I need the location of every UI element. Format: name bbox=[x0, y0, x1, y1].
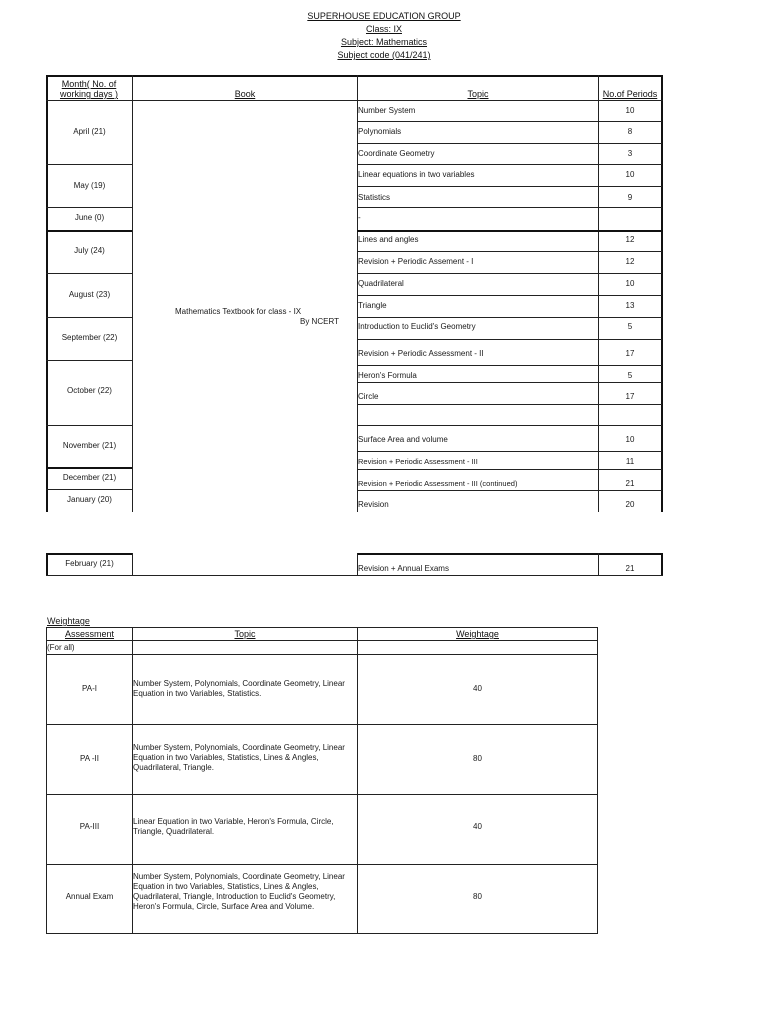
subject-code: Subject code (041/241) bbox=[337, 50, 431, 60]
periods-cell: 12 bbox=[625, 235, 635, 244]
month-cell: November (21) bbox=[62, 441, 117, 450]
month-cell: August (23) bbox=[68, 290, 111, 299]
weightage-value-cell: 40 bbox=[473, 684, 482, 693]
month-row-border bbox=[46, 273, 132, 274]
month-row-border bbox=[46, 489, 132, 490]
month-row-border bbox=[46, 164, 132, 165]
topic-row-border bbox=[357, 230, 662, 232]
topic-row-border bbox=[357, 143, 662, 144]
month-cell: June (0) bbox=[74, 213, 105, 222]
month-row-border bbox=[46, 467, 132, 469]
periods-cell: 5 bbox=[627, 322, 633, 331]
topic-row-border bbox=[357, 164, 662, 165]
topic-cell: Circle bbox=[358, 392, 379, 401]
month-column-divider bbox=[132, 75, 133, 512]
topic-row-border bbox=[357, 317, 662, 318]
weightage-title: Weightage bbox=[47, 616, 90, 626]
topic-cell: Revision + Periodic Assessment - III bbox=[358, 457, 478, 466]
weightage-column-divider bbox=[357, 627, 358, 933]
book-title: Mathematics Textbook for class - IX bbox=[175, 307, 302, 316]
weightage-right-border bbox=[597, 627, 598, 933]
weightage-topic-cell: Number System, Polynomials, Coordinate Geometry, Linear Equation in two Variables, Statistics. bbox=[133, 679, 345, 698]
weightage-left-border bbox=[46, 627, 47, 933]
topic-row-border bbox=[357, 273, 662, 274]
weightage-row-border bbox=[46, 864, 598, 865]
topic-row-border bbox=[357, 339, 662, 340]
class-title: Class: IX bbox=[365, 24, 402, 34]
february-row-border bbox=[661, 553, 663, 575]
topic-row-border bbox=[357, 251, 662, 252]
weightage-row-border bbox=[46, 654, 598, 655]
topic-row-border bbox=[357, 469, 662, 470]
topic-column-divider bbox=[598, 75, 599, 512]
periods-cell: 17 bbox=[625, 349, 635, 358]
weightage-value-cell: 80 bbox=[473, 892, 482, 901]
weightage-top-border bbox=[46, 627, 598, 628]
periods-cell: 3 bbox=[627, 149, 633, 158]
february-row-border bbox=[357, 553, 663, 555]
topic-column-header: Topic bbox=[467, 89, 489, 99]
assessment-column-header: Assessment bbox=[64, 629, 115, 639]
month-cell: May (19) bbox=[73, 181, 106, 190]
topic-row-border bbox=[357, 404, 662, 405]
month-column-header: Month( No. of working days ) bbox=[59, 79, 119, 99]
topic-row-border bbox=[357, 451, 662, 452]
topic-row-border bbox=[357, 365, 662, 366]
weightage-topic-cell: Number System, Polynomials, Coordinate Geometry, Linear Equation in two Variables, Statistics, Lines & Angles, Quadrilateral, Triangle, Introduction to Euclid's Geometry, Heron's Formula, Circle, Surface Area and Volume. bbox=[133, 872, 345, 911]
periods-cell: 10 bbox=[625, 170, 635, 179]
plan-table-right-border bbox=[661, 75, 663, 512]
topic-cell: Triangle bbox=[358, 301, 387, 310]
header-row-border bbox=[46, 100, 663, 101]
month-row-border bbox=[46, 360, 132, 361]
subject-title: Subject: Mathematics bbox=[340, 37, 428, 47]
assessment-cell: PA -II bbox=[80, 754, 99, 763]
weightage-value-cell: 40 bbox=[473, 822, 482, 831]
topic-cell: Quadrilateral bbox=[358, 279, 404, 288]
month-cell: October (22) bbox=[67, 386, 112, 395]
february-topic-cell: Revision + Annual Exams bbox=[358, 564, 449, 573]
topic-cell: Revision + Periodic Assessment - II bbox=[358, 349, 484, 358]
periods-cell: 10 bbox=[625, 279, 635, 288]
topic-cell: - bbox=[358, 213, 361, 222]
periods-cell: 11 bbox=[625, 457, 635, 466]
february-row-border bbox=[46, 553, 133, 555]
weightage-topic-column-header: Topic bbox=[234, 629, 256, 639]
topic-row-border bbox=[357, 425, 662, 426]
weightage-row-border bbox=[46, 724, 598, 725]
month-cell: July (24) bbox=[74, 246, 105, 255]
month-cell: December (21) bbox=[62, 473, 117, 482]
topic-cell: Revision + Periodic Assessment - III (continued) bbox=[358, 479, 518, 488]
topic-row-border bbox=[357, 207, 662, 208]
topic-cell: Lines and angles bbox=[358, 235, 419, 244]
february-row-border bbox=[132, 553, 133, 575]
month-cell: September (22) bbox=[61, 333, 118, 342]
weightage-column-header: Weightage bbox=[456, 629, 499, 639]
periods-cell: 17 bbox=[625, 392, 635, 401]
topic-row-border bbox=[357, 382, 662, 383]
topic-row-border bbox=[357, 186, 662, 187]
topic-row-border bbox=[357, 490, 662, 491]
periods-cell: 20 bbox=[625, 500, 635, 509]
periods-cell: 10 bbox=[625, 435, 635, 444]
periods-cell: 10 bbox=[625, 106, 635, 115]
for-all-note: (For all) bbox=[47, 643, 75, 652]
topic-cell: Polynomials bbox=[358, 127, 402, 136]
periods-column-header: No.of Periods bbox=[602, 89, 658, 99]
weightage-bottom-border bbox=[46, 933, 598, 934]
topic-cell: Statistics bbox=[358, 193, 391, 202]
month-cell: April (21) bbox=[73, 127, 106, 136]
month-row-border bbox=[46, 317, 132, 318]
month-row-border bbox=[46, 230, 132, 232]
weightage-value-cell: 80 bbox=[473, 754, 482, 763]
february-row-border bbox=[46, 575, 663, 576]
topic-cell: Surface Area and volume bbox=[358, 435, 448, 444]
periods-cell: 12 bbox=[625, 257, 635, 266]
book-column-header: Book bbox=[234, 89, 256, 99]
assessment-cell: PA-I bbox=[82, 684, 97, 693]
topic-cell: Coordinate Geometry bbox=[358, 149, 435, 158]
periods-cell: 8 bbox=[627, 127, 633, 136]
assessment-cell: PA-III bbox=[79, 822, 100, 831]
weightage-topic-cell: Linear Equation in two Variable, Heron's Formula, Circle, Triangle, Quadrilateral. bbox=[133, 817, 334, 836]
periods-cell: 21 bbox=[625, 479, 635, 488]
topic-cell: Heron's Formula bbox=[358, 371, 417, 380]
periods-cell: 13 bbox=[625, 301, 635, 310]
topic-cell: Linear equations in two variables bbox=[358, 170, 475, 179]
topic-cell: Revision bbox=[358, 500, 389, 509]
february-periods-cell: 21 bbox=[625, 564, 635, 573]
month-cell: January (20) bbox=[67, 495, 112, 504]
topic-row-border bbox=[357, 295, 662, 296]
month-row-border bbox=[46, 207, 132, 208]
weightage-topic-cell: Number System, Polynomials, Coordinate Geometry, Linear Equation in two Variables, Statistics, Lines & Angles, Quadrilateral, Triangle. bbox=[133, 743, 345, 772]
assessment-cell: Annual Exam bbox=[65, 892, 114, 901]
book-column-divider bbox=[357, 75, 358, 512]
periods-cell: 9 bbox=[627, 193, 633, 202]
plan-table-top-border bbox=[46, 75, 663, 77]
topic-cell: Introduction to Euclid's Geometry bbox=[358, 322, 476, 331]
topic-cell: Revision + Periodic Assement - I bbox=[358, 257, 474, 266]
february-month-cell: February (21) bbox=[65, 559, 114, 568]
org-title: SUPERHOUSE EDUCATION GROUP bbox=[307, 11, 461, 21]
book-publisher: By NCERT bbox=[300, 317, 339, 326]
weightage-row-border bbox=[46, 794, 598, 795]
month-row-border bbox=[46, 425, 132, 426]
weightage-row-border bbox=[46, 640, 598, 641]
periods-cell: 5 bbox=[627, 371, 633, 380]
topic-cell: Number System bbox=[358, 106, 416, 115]
topic-row-border bbox=[357, 121, 662, 122]
